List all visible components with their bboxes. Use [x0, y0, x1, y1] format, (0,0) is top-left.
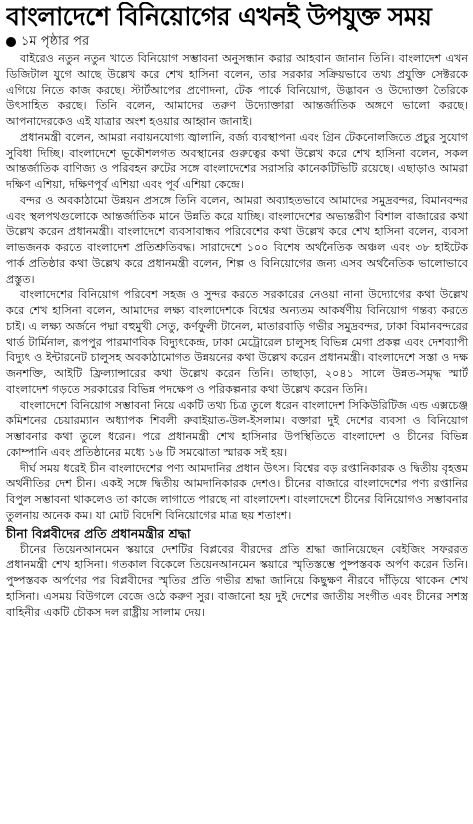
article-headline: বাংলাদেশে বিনিয়োগের এখনই উপযুক্ত সময় [6, 2, 432, 31]
article-paragraph: দীর্ঘ সময় ধরেই চীন বাংলাদেশের পণ্য আমদানির প্রধান উৎস। বিশ্বের বড় রপ্তানিকারক ও দ্বিতীয় বৃহত্তম অর্থনীতির দেশ চীন। একই সঙ্গে দ্বিতীয় আমদানিকারক দেশও। চীনের বাজারে বাংলাদেশের পণ্য রপ্তানির বিপুল সম্ভাবনা থাকলেও তা কাজে লাগাতে পারছে না বাংলাদেশ। বাংলাদেশে চীনের বিনিয়োগও সম্ভাবনার তুলনায় অনেক কম। যা মোট বিদেশি বিনিয়োগের মাত্র ছয় শতাংশ। [6, 461, 468, 522]
continued-from-marker [6, 34, 468, 50]
article-paragraph: চীনের তিয়েনআনমেন স্কয়ারে দেশটির বিপ্লবের বীরদের প্রতি শ্রদ্ধা জানিয়েছেন বেইজিং সফররত প্রধানমন্ত্রী শেখ হাসিনা। গতকাল বিকেলে তিয়েনআনমেন স্কয়ারে স্মৃতিস্তম্ভে পুষ্পস্তবক অর্পণ করেন তিনি। পুষ্পস্তবক অর্পণের পর বিপ্লবীদের স্মৃতির প্রতি গভীর শ্রদ্ধা জানিয়ে কিছুক্ষণ নীরবে দাঁড়িয়ে থাকেন শেখ হাসিনা। এসময় বিউগলে বেজে ওঠে করুণ সুর। বাজানো হয় দুই দেশের জাতীয় সংগীত এবং চীনের সশস্ত্র বাহিনীর একটি চৌকস দল রাষ্ট্রীয় সালাম দেয়। [6, 542, 468, 619]
article-paragraph: বাংলাদেশের বিনিয়োগ পরিবেশ সহজ ও সুন্দর করতে সরকারের নেওয়া নানা উদ্যোগের কথা উল্লেখ করে শেখ হাসিনা বলেন, আমাদের লক্ষ্য বাংলাদেশকে বিশ্বের অন্যতম আকর্ষণীয় বিনিয়োগ গন্তব্য করতে চাই। এ লক্ষ্য অর্জনে পদ্মা বহুমুখী সেতু, কর্ণফুলী টানেল, মাতারবাড়ি গভীর সমুদ্রবন্দর, ঢাকা বিমানবন্দরের থার্ড টার্মিনাল, রূপপুর পারমাণবিক বিদ্যুৎকেন্দ্র, ঢাকা মেট্রোরেল চালুসহ বিভিন্ন মেগা প্রকল্প এবং দেশব্যাপী বিদ্যুৎ ও ইন্টারনেট চালুসহ অবকাঠামোগত উন্নয়নের কথা উল্লেখ করেন প্রধানমন্ত্রী। বাংলাদেশে সস্তা ও দক্ষ জনশক্তি, আইটি ফ্রিল্যান্সারের কথা উল্লেখ করেন তিনি। তাছাড়া, ২০৪১ সালে উন্নত-সমৃদ্ধ স্মার্ট বাংলাদেশ গড়তে সরকারের বিভিন্ন পদক্ষেপ ও পরিকল্পনার কথা উল্লেখ করেন তিনি। [6, 288, 468, 396]
article-subheading: চীনা বিপ্লবীদের প্রতি প্রধানমন্ত্রীর শ্রদ্ধা [6, 525, 191, 541]
article-paragraph: বাংলাদেশে বিনিয়োগ সম্ভাবনা নিয়ে একটি তথ্য চিত্র তুলে ধরেন বাংলাদেশ সিকিউরিটিজ এন্ড এক্সচেঞ্জ কমিশনের চেয়ারম্যান অধ্যাপক শিবলী রুবাইয়াত-উল-ইসলাম। বক্তারা দুই দেশের ব্যবসা ও বিনিয়োগ সম্ভাবনার কথা তুলে ধরেন। পরে প্রধানমন্ত্রী শেখ হাসিনার উপস্থিতিতে বাংলাদেশ ও চীনের বিভিন্ন কোম্পানি এবং প্রতিষ্ঠানের মধ্যে ১৬ টি সমঝোতা স্মারক সই হয়। [6, 398, 468, 459]
filled-circle-bullet-icon [6, 37, 16, 47]
article-paragraph: বন্দর ও অবকাঠামো উন্নয়ন প্রসঙ্গে তিনি বলেন, আমরা অব্যাহতভাবে আমাদের সমুদ্রবন্দর, বিমানবন্দর এবং স্থলপথগুলোকে আন্তর্জাতিক মানে উন্নতি করে যাচ্ছি। বাংলাদেশের অভ্যন্তরীণ বিশাল বাজারের কথা উল্লেখ করেন প্রধানমন্ত্রী। বাংলাদেশে ব্যবসাবান্ধব পরিবেশের কথা উল্লেখ করে শেখ হাসিনা বলেন, ব্যবসা লাভজনক করতে বাংলাদেশ প্রতিশ্রুতিবদ্ধ। সারাদেশে ১০০ বিশেষ অর্থনৈতিক অঞ্চল এবং ৩৮ হাইটেক পার্ক প্রতিষ্ঠার কথা উল্লেখ করে প্রধানমন্ত্রী বলেন, শিল্প ও বিনিয়োগের জন্য এসব অর্থনৈতিক ভালোভাবে প্রস্তুত। [6, 193, 468, 286]
article-paragraph: প্রধানমন্ত্রী বলেন, আমরা নবায়নযোগ্য জ্বালানি, বর্জ্য ব্যবস্থাপনা এবং গ্রিন টেকনোলজিতে প্রচুর সুযোগ সুবিধা দিচ্ছি। বাংলাদেশে ভূকৌশলগত অবস্থানের গুরুত্বের কথা উল্লেখ করে শেখ হাসিনা বলেন, সকল আন্তর্জাতিক বাণিজ্য ও পরিবহন রুটের সঙ্গে বাংলাদেশের সরাসরি কানেকটিভিটি রয়েছে। এছাড়াও আমরা দক্ষিণ এশিয়া, দক্ষিণপূর্ব এশিয়া এবং পূর্ব এশিয়া কেন্দ্রে। [6, 130, 468, 191]
continued-from-text: ১ম পৃষ্ঠার পর [21, 34, 90, 49]
article-body [6, 51, 468, 620]
article-paragraph: বাইরেও নতুন নতুন খাতে বিনিয়োগ সম্ভাবনা অনুসন্ধান করার আহবান জানান তিনি। বাংলাদেশ এখন ডিজিটাল যুগে আছে উল্লেখ করে শেখ হাসিনা বলেন, তার সরকার সক্রিয়ভাবে তথ্য প্রযুক্তি সেক্টরকে এগিয়ে নিতে কাজ করছে। স্টার্টআপের প্রণোদনা, টেক পার্কে বিনিয়োগ, উদ্ভাবন ও উদ্যোক্তা তৈরিকে উৎসাহিত করছে। তিনি বলেন, আমাদের তরুণ উদ্যোক্তারা আন্তর্জাতিক অঙ্গণে ভালো করছে। আপনাদেরকেও এই যাত্রার অংশ হওয়ার আহ্বান জানাই। [6, 52, 468, 128]
